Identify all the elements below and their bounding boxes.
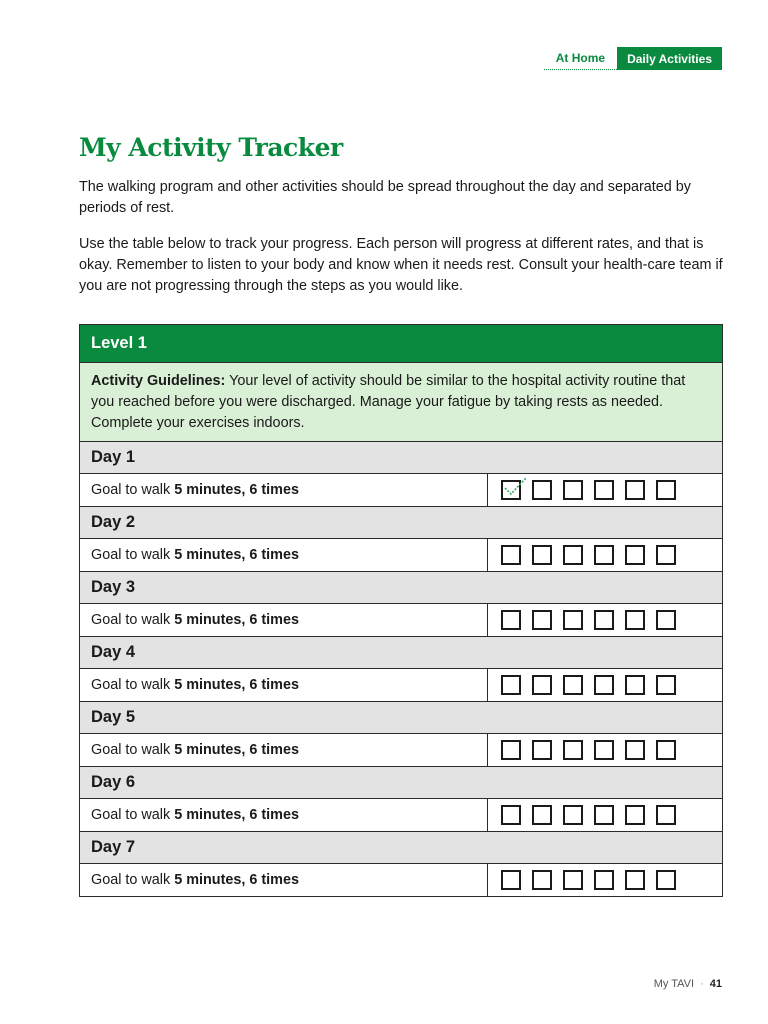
walk-checkbox[interactable] [563,545,583,565]
goal-row [80,539,722,572]
goal-row [80,669,722,702]
goal-text [80,669,488,701]
goal-row [80,474,722,507]
walk-checkbox[interactable] [594,610,614,630]
goal-prefix: Goal to walk [91,612,175,628]
walk-checkbox[interactable] [563,675,583,695]
walk-checkbox[interactable] [501,870,521,890]
day-header: Day 7 [80,832,722,864]
walk-checkbox[interactable] [625,740,645,760]
walk-checkbox[interactable] [625,610,645,630]
walk-checkbox[interactable] [563,480,583,500]
goal-prefix: Goal to walk [91,742,175,758]
activity-tracker-table [79,324,723,897]
walk-checkbox[interactable] [594,480,614,500]
goal-row [80,604,722,637]
walk-checkbox[interactable] [594,740,614,760]
tab-at-home[interactable]: At Home [544,47,617,70]
goal-row [80,864,722,896]
walk-checkbox[interactable] [532,675,552,695]
walk-checkbox[interactable] [656,480,676,500]
footer-doc-name: My TAVI [653,978,695,990]
walk-checkbox[interactable] [656,610,676,630]
checkbox-group [488,604,676,636]
walk-checkbox[interactable] [656,805,676,825]
level-header: Level 1 [80,325,722,363]
goal-text [80,734,488,766]
goal-prefix: Goal to walk [91,677,175,693]
walk-checkbox[interactable] [594,675,614,695]
goal-row [80,734,722,767]
walk-checkbox[interactable] [625,480,645,500]
day-header: Day 4 [80,637,722,669]
page-number: 41 [709,978,722,990]
goal-amount: 5 minutes, 6 times [174,872,299,888]
walk-checkbox[interactable] [656,870,676,890]
walk-checkbox[interactable] [501,610,521,630]
page-title: My Activity Tracker [79,133,343,162]
checkbox-group [488,669,676,701]
walk-checkbox[interactable] [532,480,552,500]
checkmark-icon [502,475,528,497]
goal-text [80,864,488,896]
goal-text [80,474,488,506]
days-list [80,442,722,896]
walk-checkbox[interactable] [656,545,676,565]
goal-text [80,604,488,636]
walk-checkbox[interactable] [501,805,521,825]
walk-checkbox[interactable] [625,805,645,825]
footer-separator: · [700,978,704,990]
goal-amount: 5 minutes, 6 times [174,482,299,498]
goal-prefix: Goal to walk [91,482,175,498]
checkbox-group [488,864,676,896]
walk-checkbox[interactable] [501,740,521,760]
checkbox-group [488,799,676,831]
goal-amount: 5 minutes, 6 times [174,612,299,628]
day-header: Day 1 [80,442,722,474]
walk-checkbox[interactable] [532,740,552,760]
day-header: Day 3 [80,572,722,604]
walk-checkbox[interactable] [594,870,614,890]
section-tabs [544,47,722,70]
walk-checkbox[interactable] [594,545,614,565]
walk-checkbox[interactable] [563,610,583,630]
day-header: Day 6 [80,767,722,799]
goal-amount: 5 minutes, 6 times [174,677,299,693]
day-header: Day 5 [80,702,722,734]
walk-checkbox[interactable] [625,675,645,695]
walk-checkbox[interactable] [532,610,552,630]
walk-checkbox[interactable] [563,805,583,825]
checkbox-group [488,734,676,766]
goal-amount: 5 minutes, 6 times [174,807,299,823]
goal-prefix: Goal to walk [91,872,175,888]
goal-prefix: Goal to walk [91,807,175,823]
goal-amount: 5 minutes, 6 times [174,742,299,758]
goal-row [80,799,722,832]
walk-checkbox[interactable] [625,870,645,890]
checkbox-group [488,474,676,506]
walk-checkbox[interactable] [501,480,521,500]
walk-checkbox[interactable] [656,675,676,695]
activity-guidelines [80,363,722,442]
goal-text [80,799,488,831]
goal-text [80,539,488,571]
walk-checkbox[interactable] [656,740,676,760]
page-footer [654,978,722,990]
walk-checkbox[interactable] [625,545,645,565]
goal-amount: 5 minutes, 6 times [174,547,299,563]
tab-daily-activities[interactable]: Daily Activities [617,47,722,70]
walk-checkbox[interactable] [501,675,521,695]
walk-checkbox[interactable] [532,805,552,825]
walk-checkbox[interactable] [594,805,614,825]
guidelines-text: Your level of activity should be similar to the hospital activity routine that you reached before you were discharged. Manage your fatigue by taking rests as needed. Complete your exercises indoors. [91,373,686,431]
intro-paragraph-1: The walking program and other activities should be spread throughout the day and separated by periods of rest. [79,179,691,216]
goal-prefix: Goal to walk [91,547,175,563]
walk-checkbox[interactable] [532,870,552,890]
checkbox-group [488,539,676,571]
intro-paragraph-2: Use the table below to track your progress. Each person will progress at different rates, and that is okay. Remember to listen to your body and know when it needs rest. Consult your health-care team if you are not progressing through the steps as you would like. [79,236,723,294]
guidelines-label: Activity Guidelines: [91,373,226,389]
walk-checkbox[interactable] [563,740,583,760]
day-header: Day 2 [80,507,722,539]
walk-checkbox[interactable] [501,545,521,565]
walk-checkbox[interactable] [563,870,583,890]
walk-checkbox[interactable] [532,545,552,565]
